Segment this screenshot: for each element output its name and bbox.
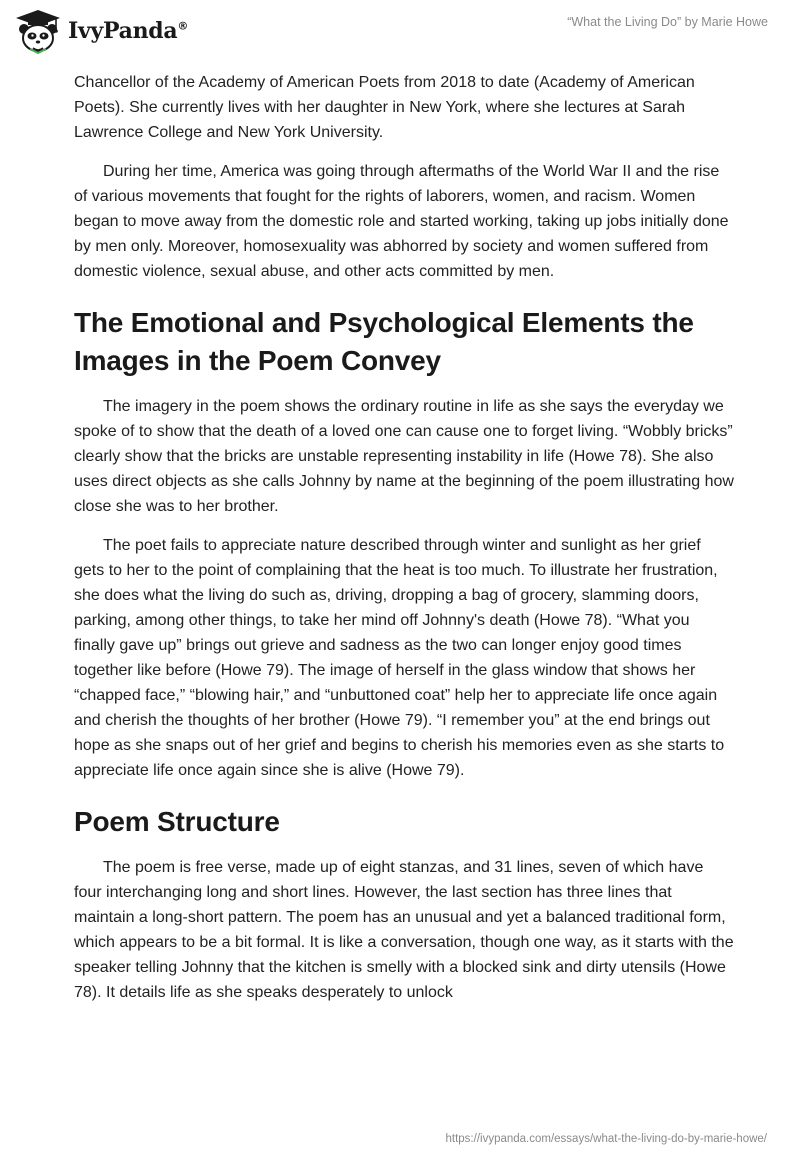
paragraph: During her time, America was going through aftermaths of the World War II and the rise of various movements that fought for the rights of laborers, women, and racism. Women began to move away from the domestic role and started working, taking up jobs initially done by men only. Moreover, homosexuality was abhorred by society and women suffered from domestic violence, sexual abuse, and other acts committed by men. bbox=[74, 163, 729, 280]
footer-url[interactable]: https://ivypanda.com/essays/what-the-living-do-by-marie-howe/ bbox=[445, 1133, 767, 1145]
registered-mark: ® bbox=[177, 19, 189, 33]
section-heading: Poem Structure bbox=[74, 806, 280, 837]
ivypanda-logo[interactable] bbox=[14, 8, 188, 54]
section-heading: The Emotional and Psychological Elements the Images in the Poem Convey bbox=[74, 307, 694, 376]
paragraph: The poem is free verse, made up of eight stanzas, and 31 lines, seven of which have four interchanging long and short lines. However, the last section has three lines that maintain a long-short pattern. The poem has an unusual and yet a balanced traditional form, which appears to be a bit formal. It is like a conversation, though one way, as it starts with the speaker telling Johnny that the kitchen is smelly with a blocked sink and dirty utensils (Howe 78). It details life as she speaks desperately to unlock bbox=[74, 859, 734, 1001]
panda-graduate-icon bbox=[14, 8, 62, 54]
document-title: “What the Living Do” by Marie Howe bbox=[567, 15, 768, 29]
essay-content bbox=[74, 70, 734, 1019]
paragraph: The imagery in the poem shows the ordinary routine in life as she says the everyday we spoke of to show that the death of a loved one can cause one to forget living. “Wobbly bricks” clearly show that the bricks are unstable representing instability in life (Howe 78). She also uses direct objects as she calls Johnny by name at the beginning of the poem illustrating how close she was to her brother. bbox=[74, 398, 734, 515]
paragraph: The poet fails to appreciate nature described through winter and sunlight as her grief gets to her to the point of complaining that the heat is too much. To illustrate her frustration, she does what the living do such as, driving, dropping a bag of grocery, slamming doors, parking, among other things, to take her mind off Johnny's death (Howe 78). “What you finally gave up” brings out grieve and sadness as the two can longer enjoy good times together like before (Howe 79). The image of herself in the glass window that shows her “chapped face,” “blowing hair,” and “unbuttoned coat” help her to appreciate life once again and cherish the thoughts of her brother (Howe 79). “I remember you” at the end brings out hope as she snaps out of her grief and begins to cherish his memories even as she starts to appreciate life once again since she is alive (Howe 79). bbox=[74, 537, 725, 779]
brand-name: IvyPanda® bbox=[68, 18, 189, 44]
page-header bbox=[0, 0, 800, 60]
paragraph: Chancellor of the Academy of American Poets from 2018 to date (Academy of American Poets). She currently lives with her daughter in New York, where she lectures at Sarah Lawrence College and New York University. bbox=[74, 74, 695, 141]
